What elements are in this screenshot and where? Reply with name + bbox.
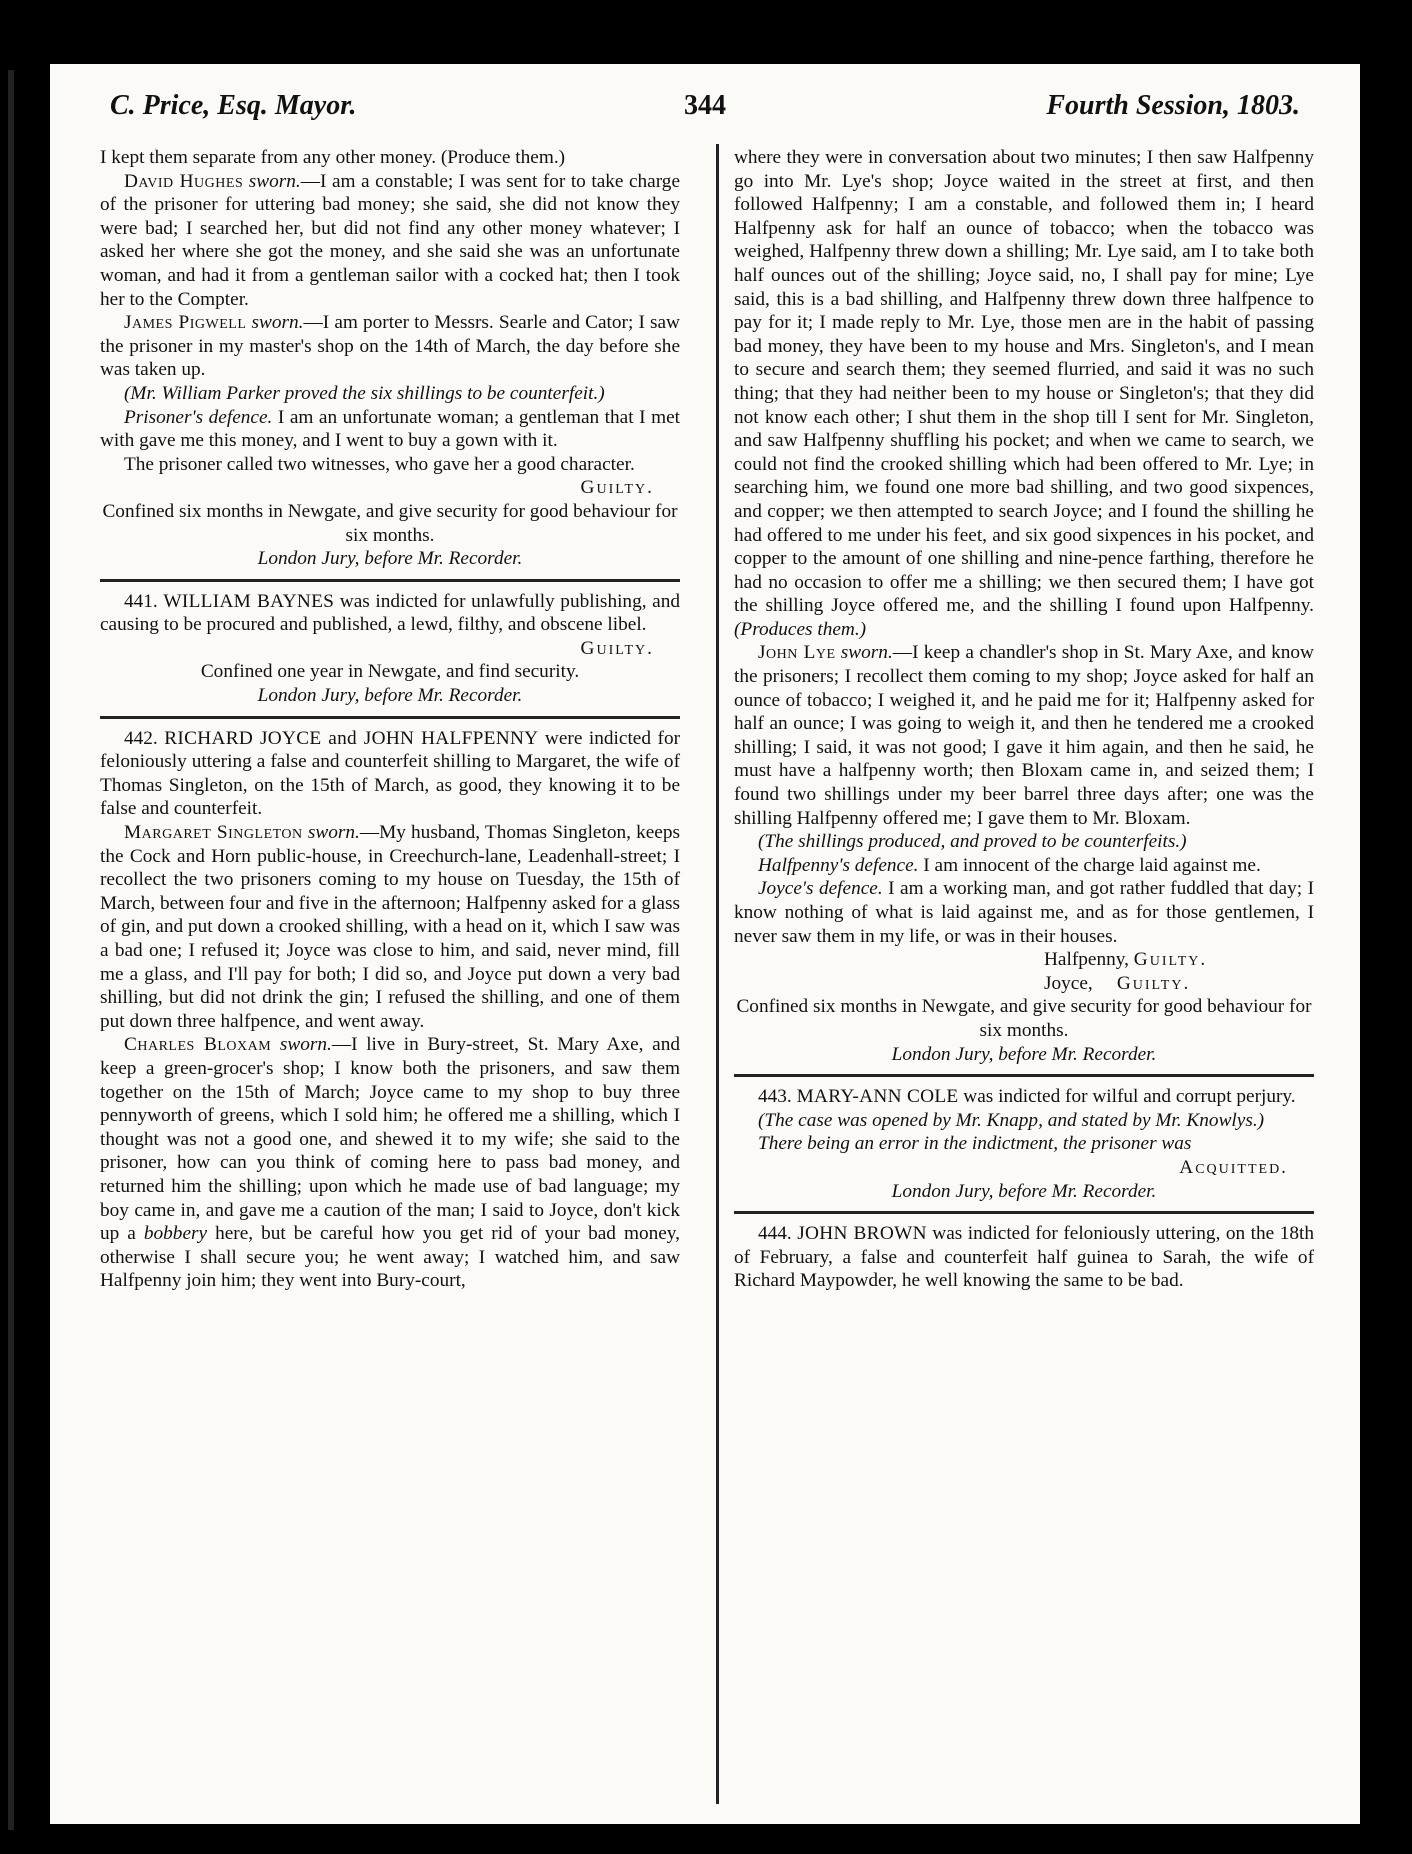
sworn-label: sworn.	[251, 312, 304, 334]
verdict: Guilty.	[1116, 972, 1191, 994]
indictment-text: was indicted for feloniously uttering, on the 18th of February, a false and counterfeit half guinea to Sarah, the wife of Richard Maypowder, he well knowing the same to be bad.	[734, 1223, 1314, 1292]
testimony-hughes	[100, 170, 680, 312]
note-shillings: (The shillings produced, and proved to be counterfeits.)	[758, 831, 1187, 853]
defendant: Halfpenny,	[1044, 949, 1129, 971]
paragraph	[100, 146, 680, 170]
produces-note: (Produces them.)	[734, 618, 867, 640]
testimony-text: —My husband, Thomas Singleton, keeps the Cock and Horn public-house, in Creechurch-lane, Leadenhall-street; I recollect the two prisoners coming to my house on Tuesday, the 15th of March, between four and five in the afternoon; Halfpenny asked for a glass of gin, and put down a crooked shilling, with a head on it, which I saw was a bad one; I refused it; Joyce was close to him, and said, never mind, fill me a glass, and I'll pay for both; I did so, and Joyce put down a very bad shilling, but did not drink the gin; I refused the shilling, and one of them put down three halfpence, and went away.	[100, 822, 681, 1032]
verdict-joyce	[734, 972, 1314, 996]
document-page	[50, 64, 1360, 1824]
italic-word: bobbery	[143, 1223, 208, 1245]
case-442	[100, 727, 680, 821]
witness-name: James Pigwell	[124, 312, 247, 334]
witness-name: John Lye	[758, 642, 836, 664]
indictment-text: was indicted for wilful and corrupt perjury.	[958, 1086, 1296, 1108]
testimony-text: —I am a constable; I was sent for to take charge of the prisoner for uttering bad money; she said, she did not know they were bad; I searched her, but did not find any other money whatever; I asked her where she got the money, and she said she was an unfortunate woman, and had it from a gentleman sailor with a cocked hat; then I took her to the Compter.	[100, 170, 681, 310]
case-444	[734, 1222, 1314, 1293]
testimony-text: here, but be careful how you get rid of your bad money, otherwise I shall secure you; he went away; I watched him, and saw Halfpenny join him; they went into Bury-court,	[100, 1223, 680, 1292]
defence-label: Joyce's defence.	[758, 878, 883, 900]
sworn-label: sworn.	[307, 822, 360, 844]
jury-line: London Jury, before Mr. Recorder.	[891, 1043, 1157, 1065]
defendant-name: JOHN BROWN	[797, 1223, 927, 1245]
sworn-label: sworn.	[248, 170, 301, 192]
case-number: 443.	[758, 1086, 792, 1108]
case-separator	[734, 1074, 1314, 1077]
defence-text: I am innocent of the charge laid against me.	[918, 854, 1261, 876]
prisoner-defence	[100, 406, 680, 453]
note-parker: (Mr. William Parker proved the six shillings to be counterfeit.)	[124, 382, 605, 404]
testimony-text: —I live in Bury-street, St. Mary Axe, and keep a green-grocer's shop; I know both the prisoners, and saw them together on the 15th of March; Joyce came to my shop to buy three pennyworth of greens, which I sold him; he offered me a shilling, which I thought was not a good one, and shewed it to my wife; she said to the prisoner, how can you think of coming here to pass bad money, and returned him the shilling; upon which he made use of bad language; my boy came in, and gave me a caution of the man; I said to Joyce, don't kick up a	[100, 1034, 681, 1245]
left-column	[100, 146, 680, 1293]
character-witnesses: The prisoner called two witnesses, who gave her a good character.	[124, 453, 635, 475]
text: I kept them separate from any other money. (Produce them.)	[100, 147, 566, 168]
verdict: Guilty.	[580, 477, 654, 499]
case-443	[734, 1085, 1314, 1109]
testimony-text: —I am porter to Messrs. Searle and Cator; I saw the prisoner in my master's shop on the 14th of March, the day before she was taken up.	[100, 312, 680, 381]
indictment-text: were indicted for feloniously uttering a false and counterfeit shilling to Margaret, the wife of Thomas Singleton, on the 15th of March, as good, they knowing it to be false and counterfeit.	[100, 727, 681, 820]
defence-label: Prisoner's defence.	[124, 406, 273, 428]
verdict-halfpenny	[734, 948, 1314, 972]
testimony-text: where they were in conversation about two minutes; I then saw Halfpenny go into Mr. Lye's shop; Joyce waited in the street at first, and then followed Halfpenny; I am a constable, and followed them in; I heard Halfpenny ask for half an ounce of tobacco; when the tobacco was weighed, Halfpenny threw down a shilling; Mr. Lye said, am I to take both half ounces out of the shilling; Joyce said, no, I shall pay for mine; Lye said, this is a bad shilling, and Halfpenny threw down three halfpence to pay for it; I made reply to Mr. Lye, those men are in the habit of passing bad money, they have been to my house and Mrs. Singleton's, and I mean to secure and search them; they seemed flurried, and said it was no such thing; that they had neither been to my house or Singleton's; that they did not know each other; I shut them in the shop till I sent for Mr. Singleton, and saw Halfpenny shuffling his pocket; and when we came to search, we could not find the crooked shilling which had been offered to Mr. Lye; in searching him, we found one more bad shilling, and two good sixpences, and copper; we then attempted to search Joyce; and I found the shilling he had offered to me under his feet, and six good sixpences in his pocket, and copper to the amount of one shilling and nine-pence farthing, therefore he had no occasion to offer me a shilling; we then secured them; I have got the shilling Joyce offered me, and the shilling I found upon Halfpenny.	[734, 147, 1314, 617]
note-counsel: (The case was opened by Mr. Knapp, and stated by Mr. Knowlys.)	[758, 1109, 1265, 1131]
sworn-label: sworn.	[279, 1034, 332, 1056]
jury-line: London Jury, before Mr. Recorder.	[257, 685, 523, 707]
defence-label: Halfpenny's defence.	[758, 854, 919, 876]
running-header	[110, 90, 1300, 130]
sworn-label: sworn.	[840, 642, 893, 664]
case-separator	[100, 716, 680, 719]
indictment-text: was indicted for unlawfully publishing, and causing to be procured and published, a lewd, filthy, and obscene libel.	[100, 590, 680, 636]
verdict: Guilty.	[580, 637, 654, 659]
case-separator	[100, 579, 680, 582]
case-441	[100, 590, 680, 637]
page-number: 344	[684, 90, 726, 121]
header-mayor: C. Price, Esq. Mayor.	[110, 90, 357, 121]
page-spine-shadow	[8, 70, 14, 1830]
column-divider	[716, 144, 719, 1804]
testimony-pigwell	[100, 311, 680, 382]
sentence: Confined six months in Newgate, and give security for good behaviour for six months.	[736, 996, 1312, 1041]
defendant-name: WILLIAM BAYNES	[163, 590, 335, 612]
case-separator	[734, 1211, 1314, 1214]
defendant-name: RICHARD JOYCE and JOHN HALFPENNY	[164, 727, 539, 749]
sentence: Confined six months in Newgate, and give security for good behaviour for six months.	[102, 500, 678, 546]
verdict: Guilty.	[1133, 949, 1208, 971]
verdict: Acquitted.	[1179, 1156, 1288, 1178]
right-column	[734, 146, 1314, 1293]
defendant-name: MARY-ANN COLE	[796, 1086, 959, 1108]
sentence: Confined one year in Newgate, and find security.	[200, 661, 580, 683]
jury-line: London Jury, before Mr. Recorder.	[891, 1180, 1157, 1202]
testimony-singleton	[100, 821, 680, 1033]
header-session: Fourth Session, 1803.	[1046, 90, 1300, 121]
case-number: 441.	[124, 590, 158, 612]
case-number: 444.	[758, 1223, 792, 1245]
jury-line: London Jury, before Mr. Recorder.	[257, 548, 523, 570]
witness-name: David Hughes	[124, 170, 244, 192]
joyce-defence	[734, 877, 1314, 948]
testimony-bloxam	[100, 1033, 680, 1293]
defence-text: I am a working man, and got rather fuddled that day; I know nothing of what is laid against me, and as for those gentlemen, I never saw them in my life, or was in their houses.	[734, 878, 1314, 947]
witness-name: Margaret Singleton	[124, 822, 303, 844]
testimony-lye	[734, 641, 1314, 830]
case-number: 442.	[124, 727, 158, 749]
note-error: There being an error in the indictment, the prisoner was	[758, 1133, 1192, 1155]
defence-text: I am an unfortunate woman; a gentleman that I met with gave me this money, and I went to buy a gown with it.	[100, 406, 680, 452]
testimony-bloxam-cont	[734, 146, 1314, 641]
halfpenny-defence	[734, 854, 1314, 878]
witness-name: Charles Bloxam	[124, 1034, 272, 1056]
testimony-text: —I keep a chandler's shop in St. Mary Axe, and know the prisoners; I recollect them coming to my shop; Joyce asked for half an ounce of tobacco; I weighed it, and he paid me for it; Halfpenny asked for half an ounce; I was going to weigh it, and then he tendered me a crooked shilling; I said, it was not good; I gave it him again, and then he said, he must have a halfpenny worth; then Bloxam came in, and seized them; I found two shillings under my beer barrel three days after; one was the shilling Halfpenny offered me; I gave them to Mr. Bloxam.	[734, 642, 1314, 829]
defendant: Joyce,	[1044, 972, 1093, 994]
